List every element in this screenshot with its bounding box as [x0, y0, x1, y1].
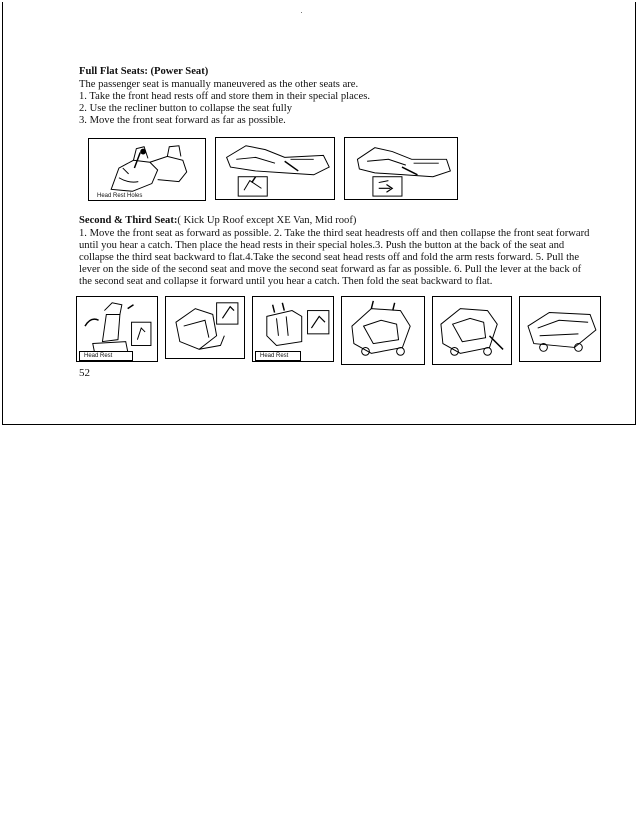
figure-seat-forward [344, 137, 458, 200]
section2-title: Second & Third Seat: [79, 215, 178, 226]
section1-title: Full Flat Seats: (Power Seat) [79, 66, 209, 77]
figure-second-seat-lever [432, 296, 512, 365]
section1-line-intro: The passenger seat is manually maneuvered as the other seats are. [79, 79, 359, 90]
second-seat-lever-illustration [433, 297, 511, 364]
figure-front-seat-forward [76, 296, 158, 362]
section2-line-4: lever on the side of the second seat and move the second seat forward as far as possible. 6. Pull the lever at the back of [79, 264, 582, 275]
figure-recliner-collapse [215, 137, 335, 200]
figure-seat-fold-flat [519, 296, 601, 362]
seat-headrest-illustration [89, 139, 205, 200]
second-seat-armrest-illustration [342, 297, 424, 364]
figure-third-seat-button [252, 296, 334, 362]
section1-step-2: 2. Use the recliner button to collapse the seat fully [79, 103, 292, 114]
figure-headrest-removal [88, 138, 206, 201]
section2-line-2: until you hear a catch. Then place the head rests in their special holes.3. Push the button at the back of the seat and [79, 240, 565, 251]
seat-forward-illustration [345, 138, 457, 199]
figure-headrest-storage [165, 296, 245, 359]
section1-step-1: 1. Take the front head rests off and store them in their special places. [79, 91, 370, 102]
figure-caption-head-rest-holes: Head Rest Holes [97, 193, 143, 199]
seat-recline-illustration [216, 138, 334, 199]
section2-line-1: 1. Move the front seat as forward as possible. 2. Take the third seat headrests off and then collapse the front seat forward [79, 228, 590, 239]
figure-second-seat-armrest [341, 296, 425, 365]
figure-caption-head-rest-2: Head Rest [255, 351, 301, 361]
section2-title-suffix: ( Kick Up Roof except XE Van, Mid roof) [177, 215, 357, 226]
scan-speck [301, 12, 302, 13]
section2-line-3: collapse the third seat backward to flat.4.Take the second seat head rests off and fold the arm rests forward. 5. Pull the [79, 252, 580, 263]
section2-line-5: the second seat and collapse it forward until you hear a catch. Then fold the seat backward to flat. [79, 276, 493, 287]
headrest-storage-illustration [166, 297, 244, 358]
section2-heading [79, 215, 356, 227]
page-number: 52 [79, 367, 90, 379]
seat-flat-illustration [520, 297, 600, 361]
section1-step-3: 3. Move the front seat forward as far as possible. [79, 115, 286, 126]
figure-caption-head-rest-1: Head Rest [79, 351, 133, 361]
